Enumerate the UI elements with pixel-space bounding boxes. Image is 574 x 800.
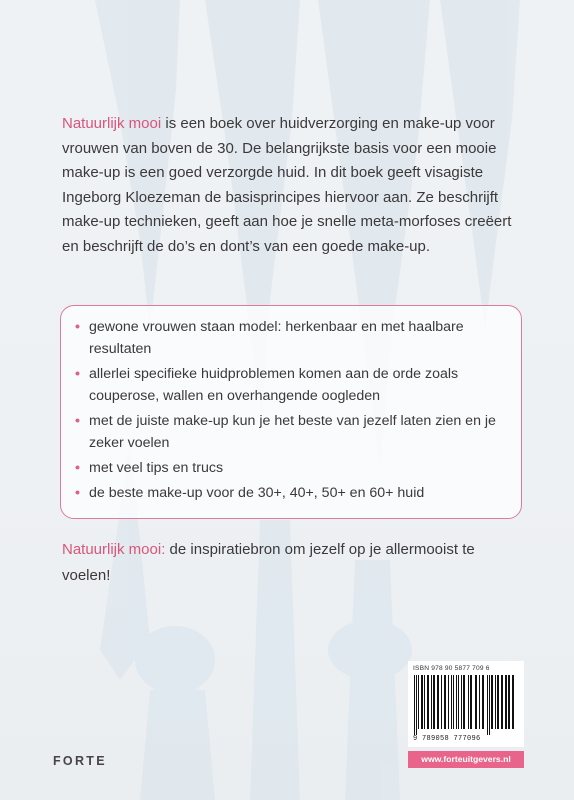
list-item-text: gewone vrouwen staan model: herkenbaar en met haalbare resultaten: [89, 319, 464, 357]
intro-title: Natuurlijk mooi: [62, 115, 162, 132]
barcode-stripe: [508, 675, 510, 729]
list-item-text: allerlei specifieke huidproblemen komen aan de orde zoals couperose, wallen en overhangende oogleden: [89, 366, 459, 404]
feature-list: [61, 306, 521, 504]
barcode-stripe: [475, 675, 477, 729]
intro-text: is een boek over huidverzorging en make-up voor vrouwen van boven de 30. De belangrijkste basis voor een mooie make-up is een goed verzorgde huid. In dit boek geeft visagiste Ingeborg Kloezeman de basisprincipes hiervoor aan. Ze beschrijft make-up technieken, geeft aan hoe je snelle meta-morfoses creëert en beschrijft de do’s en dont’s van een goede make-up.: [62, 115, 512, 255]
barcode-stripe: [437, 675, 439, 729]
barcode-stripe: [416, 675, 417, 735]
barcode-stripe: [448, 675, 449, 729]
barcode-stripe: [427, 675, 429, 729]
bullet-icon: •: [75, 413, 80, 429]
closing-title: Natuurlijk mooi:: [62, 541, 166, 558]
barcode-stripe: [424, 675, 425, 729]
list-item: [75, 363, 511, 407]
list-item: [75, 410, 511, 454]
list-item: [75, 482, 511, 504]
bullet-icon: •: [75, 319, 80, 335]
closing-paragraph: [62, 537, 522, 589]
barcode-stripe: [497, 675, 499, 729]
barcode-stripe: [418, 675, 419, 729]
barcode-stripe: [431, 675, 432, 729]
bullet-icon: •: [75, 485, 80, 501]
barcode-stripe: [441, 675, 442, 729]
publisher-logo: FORTE: [53, 754, 107, 768]
barcode-stripe: [414, 675, 415, 735]
barcode-stripe: [487, 675, 488, 735]
barcode-bars: [413, 675, 519, 735]
barcode-number: 9 789058 777096: [413, 735, 481, 743]
barcode-stripe: [501, 675, 503, 729]
barcode-stripe: [489, 675, 490, 735]
feature-box: [60, 305, 522, 519]
barcode-stripe: [495, 675, 496, 729]
barcode-stripe: [479, 675, 480, 729]
list-item-text: met de juiste make-up kun je het beste van jezelf laten zien en je zeker voelen: [89, 413, 496, 451]
barcode-stripe: [433, 675, 435, 729]
barcode-stripe: [456, 675, 457, 729]
barcode-stripe: [491, 675, 493, 729]
barcode-stripe: [512, 675, 514, 729]
barcode-stripe: [453, 675, 454, 729]
barcode-stripe: [463, 675, 465, 729]
barcode: [408, 661, 524, 747]
barcode-stripe: [421, 675, 423, 729]
list-item-text: de beste make-up voor de 30+, 40+, 50+ en 60+ huid: [89, 485, 425, 501]
list-item: [75, 316, 511, 360]
barcode-stripe: [470, 675, 472, 729]
bullet-icon: •: [75, 460, 80, 476]
barcode-stripe: [468, 675, 469, 729]
barcode-stripe: [461, 675, 462, 729]
bullet-icon: •: [75, 366, 80, 382]
barcode-stripe: [458, 675, 459, 729]
list-item-text: met veel tips en trucs: [89, 460, 224, 476]
isbn-label: ISBN 978 90 5877 709 6: [413, 665, 490, 672]
list-item: [75, 457, 511, 479]
publisher-url[interactable]: www.forteuitgevers.nl: [408, 751, 524, 768]
intro-paragraph: [62, 112, 522, 259]
closing-text: de inspiratiebron om jezelf op je allermooist te voelen!: [62, 541, 475, 584]
barcode-stripe: [451, 675, 452, 729]
barcode-stripe: [505, 675, 507, 729]
barcode-stripe: [444, 675, 446, 729]
barcode-stripe: [482, 675, 484, 729]
